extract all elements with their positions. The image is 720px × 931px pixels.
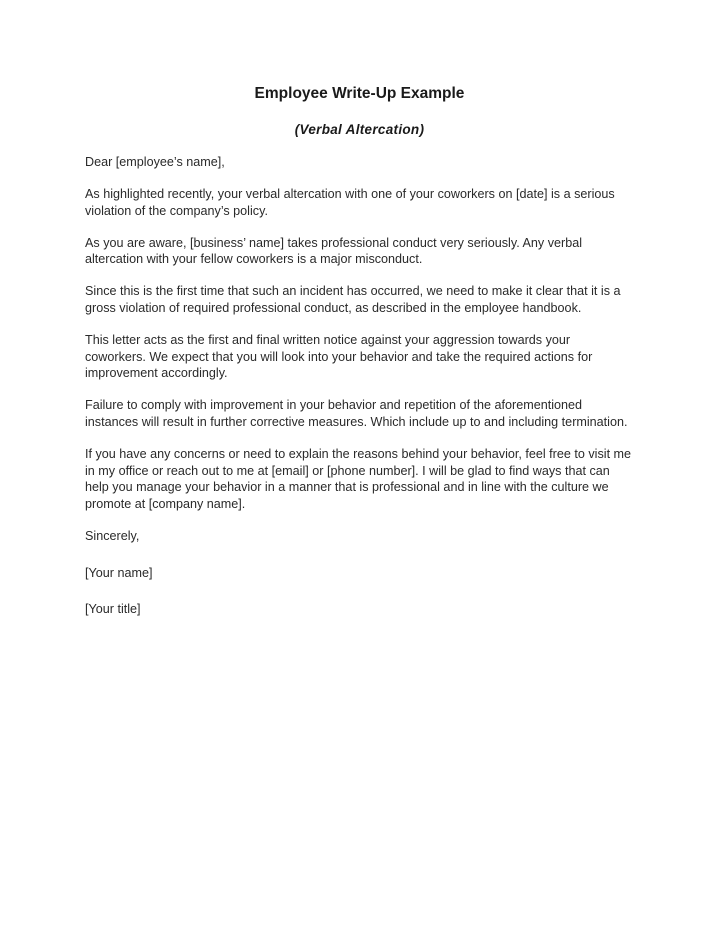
document-subtitle: (Verbal Altercation) (294, 122, 425, 137)
letter-closing (85, 528, 634, 618)
paragraph-1: As highlighted recently, your verbal altercation with one of your coworkers on [date] is a serious violation of the company’s policy. (85, 187, 615, 218)
paragraph-4: This letter acts as the first and final written notice against your aggression towards your coworkers. We expect that you will look into your behavior and take the required actions for improvement accordingly. (85, 333, 593, 381)
paragraph-6: If you have any concerns or need to explain the reasons behind your behavior, feel free to visit me in my office or reach out to me at [email] or [phone number]. I will be glad to find ways that can help you manage your behavior in a manner that is professional and in line with the culture we promote at [company name]. (85, 447, 632, 511)
salutation: Dear [employee’s name], (85, 155, 225, 169)
signature-title: [Your title] (85, 602, 141, 617)
closing-line: Sincerely, (85, 529, 140, 543)
paragraph-3: Since this is the first time that such an incident has occurred, we need to make it clear that it is a gross violation of required professional conduct, as described in the employee handbook. (85, 284, 621, 316)
letter-body (85, 154, 634, 618)
paragraph-2: As you are aware, [business’ name] takes professional conduct very seriously. Any verbal altercation with your fellow coworkers is a major misconduct. (85, 235, 582, 267)
document-title: Employee Write-Up Example (254, 85, 465, 102)
signature-name: [Your name] (85, 565, 153, 580)
paragraph-5: Failure to comply with improvement in your behavior and repetition of the aforementioned instances will result in further corrective measures. Which include up to and including termination. (85, 398, 628, 430)
